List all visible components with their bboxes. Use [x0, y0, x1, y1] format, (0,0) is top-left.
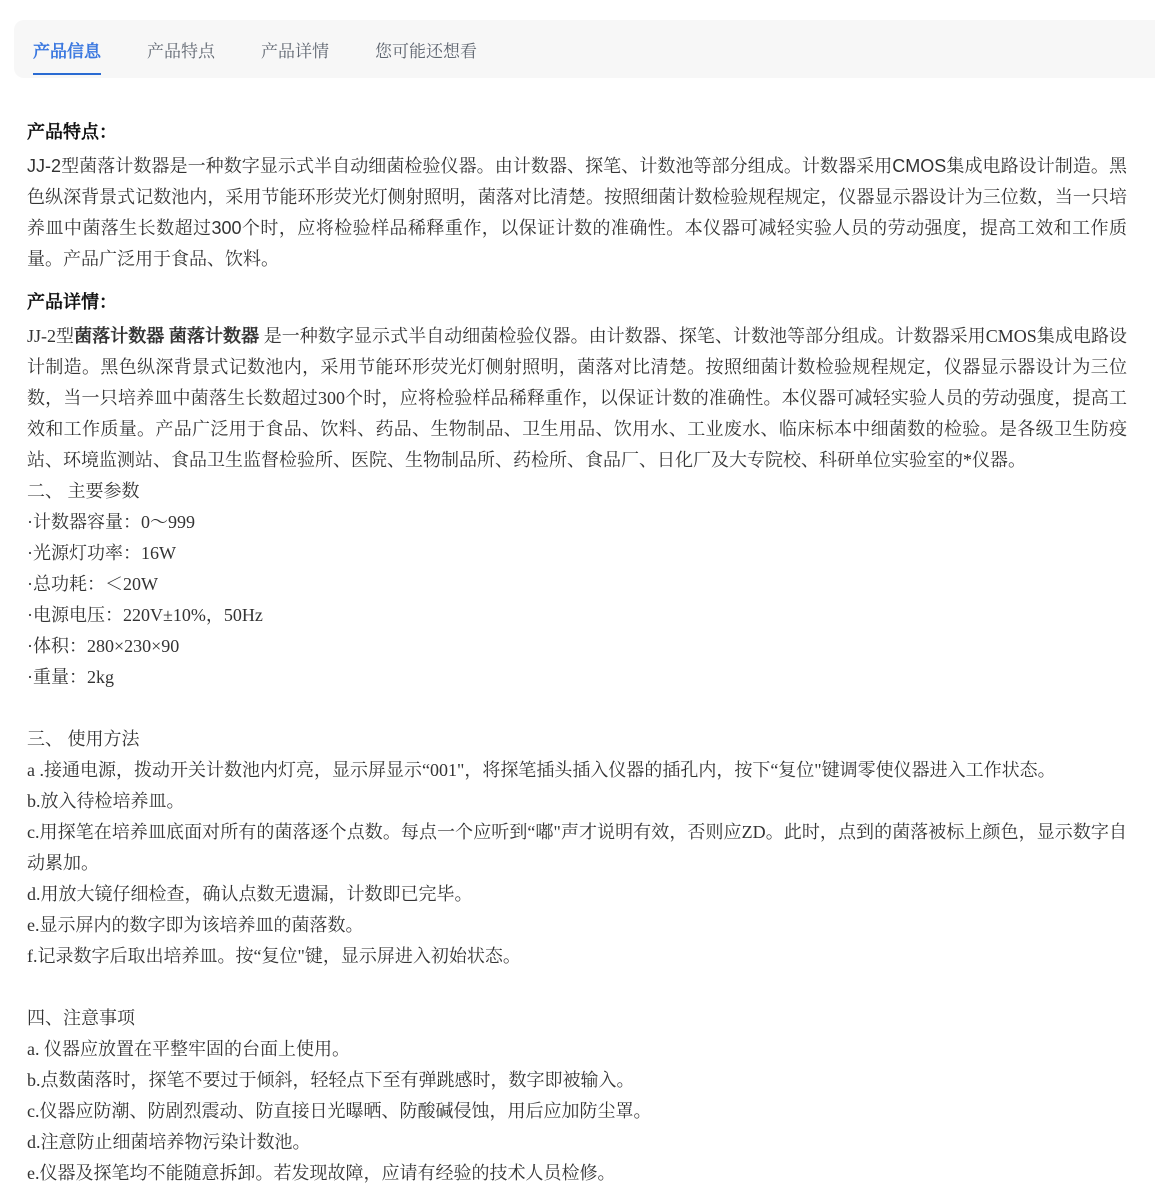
usage-step: f.记录数字后取出培养皿。按“复位"键，显示屏进入初始状态。	[27, 946, 521, 966]
features-heading: 产品特点：	[27, 122, 117, 142]
note-item: a. 仪器应放置在平整牢固的台面上使用。	[27, 1039, 350, 1059]
product-info-content	[0, 120, 1155, 1203]
tab-product-info[interactable]: 产品信息	[33, 20, 101, 78]
parameter-item: ·光源灯功率：16W	[27, 543, 176, 563]
tab-product-features[interactable]: 产品特点	[147, 41, 215, 61]
usage-step: a .接通电源，拨动开关计数池内灯亮，显示屏显示“001"，将探笔插头插入仪器的插孔内，按下“复位"键调零使仪器进入工作状态。	[27, 760, 1056, 780]
usage-step: c.用探笔在培养皿底面对所有的菌落逐个点数。每点一个应听到“嘟"声才说明有效，否则应ZD。此时，点到的菌落被标上颜色，显示数字自动累加。	[27, 822, 1127, 873]
tab-product-details[interactable]: 产品详情	[261, 41, 329, 61]
note-item: b.点数菌落时，探笔不要过于倾斜，轻轻点下至有弹跳感时，数字即被输入。	[27, 1070, 635, 1090]
note-item: d.注意防止细菌培养物污染计数池。	[27, 1132, 311, 1152]
parameter-item: ·总功耗：＜20W	[27, 574, 158, 594]
parameter-item: ·重量：2kg	[27, 667, 114, 687]
note-item: e.仪器及探笔均不能随意拆卸。若发现故障，应请有经验的技术人员检修。	[27, 1163, 616, 1183]
section-gap	[27, 693, 1127, 724]
section-gap	[27, 972, 1127, 1003]
usage-heading: 三、 使用方法	[27, 729, 140, 749]
details-model-prefix: JJ-2型	[27, 326, 75, 346]
features-paragraph: JJ-2型菌落计数器是一种数字显示式半自动细菌检验仪器。由计数器、探笔、计数池等部分组成。计数器采用CMOS集成电路设计制造。黑色纵深背景式记数池内，采用节能环形荧光灯侧射照明，菌落对比清楚。按照细菌计数检验规程规定，仪器显示器设计为三位数，当一只培养皿中菌落生长数超过300个时，应将检验样品稀释重作，以保证计数的准确性。本仪器可减轻实验人员的劳动强度，提高工效和工作质量。产品广泛用于食品、饮料。	[27, 156, 1127, 269]
tab-you-may-also-like[interactable]: 您可能还想看	[375, 41, 477, 61]
usage-step: b.放入待检培养皿。	[27, 791, 185, 811]
parameter-item: ·体积：280×230×90	[27, 636, 180, 656]
notes-heading: 四、注意事项	[27, 1008, 135, 1028]
usage-step: d.用放大镜仔细检查，确认点数无遗漏，计数即已完毕。	[27, 884, 473, 904]
note-item: c.仪器应防潮、防剧烈震动、防直接日光曝晒、防酸碱侵蚀，用后应加防尘罩。	[27, 1101, 652, 1121]
details-paragraph-rest: 是一种数字显示式半自动细菌检验仪器。由计数器、探笔、计数池等部分组成。计数器采用CMOS集成电路设计制造。黑色纵深背景式记数池内，采用节能环形荧光灯侧射照明，菌落对比清楚。按照细菌计数检验规程规定，仪器显示器设计为三位数，当一只培养皿中菌落生长数超过300个时，应将检验样品稀释重作，以保证计数的准确性。本仪器可减轻实验人员的劳动强度，提高工效和工作质量。产品广泛用于食品、饮料、药品、生物制品、卫生用品、饮用水、工业废水、临床标本中细菌数的检验。是各级卫生防疫站、环境监测站、食品卫生监督检验所、医院、生物制品所、药检所、食品厂、日化厂及大专院校、科研单位实验室的*仪器。	[27, 326, 1127, 470]
usage-step: e.显示屏内的数字即为该培养皿的菌落数。	[27, 915, 364, 935]
parameter-item: ·计数器容量：0～999	[27, 512, 195, 532]
parameter-item: ·电源电压：220V±10%，50Hz	[27, 605, 263, 625]
details-heading: 产品详情：	[27, 292, 117, 312]
details-product-name-bold: 菌落计数器 菌落计数器	[74, 326, 260, 346]
parameters-heading: 二、 主要参数	[27, 481, 140, 501]
notes-section	[27, 1003, 1127, 1189]
usage-section	[27, 724, 1127, 972]
parameters-section	[27, 476, 1127, 693]
details-paragraph	[27, 321, 1127, 476]
tab-bar	[14, 20, 1155, 78]
